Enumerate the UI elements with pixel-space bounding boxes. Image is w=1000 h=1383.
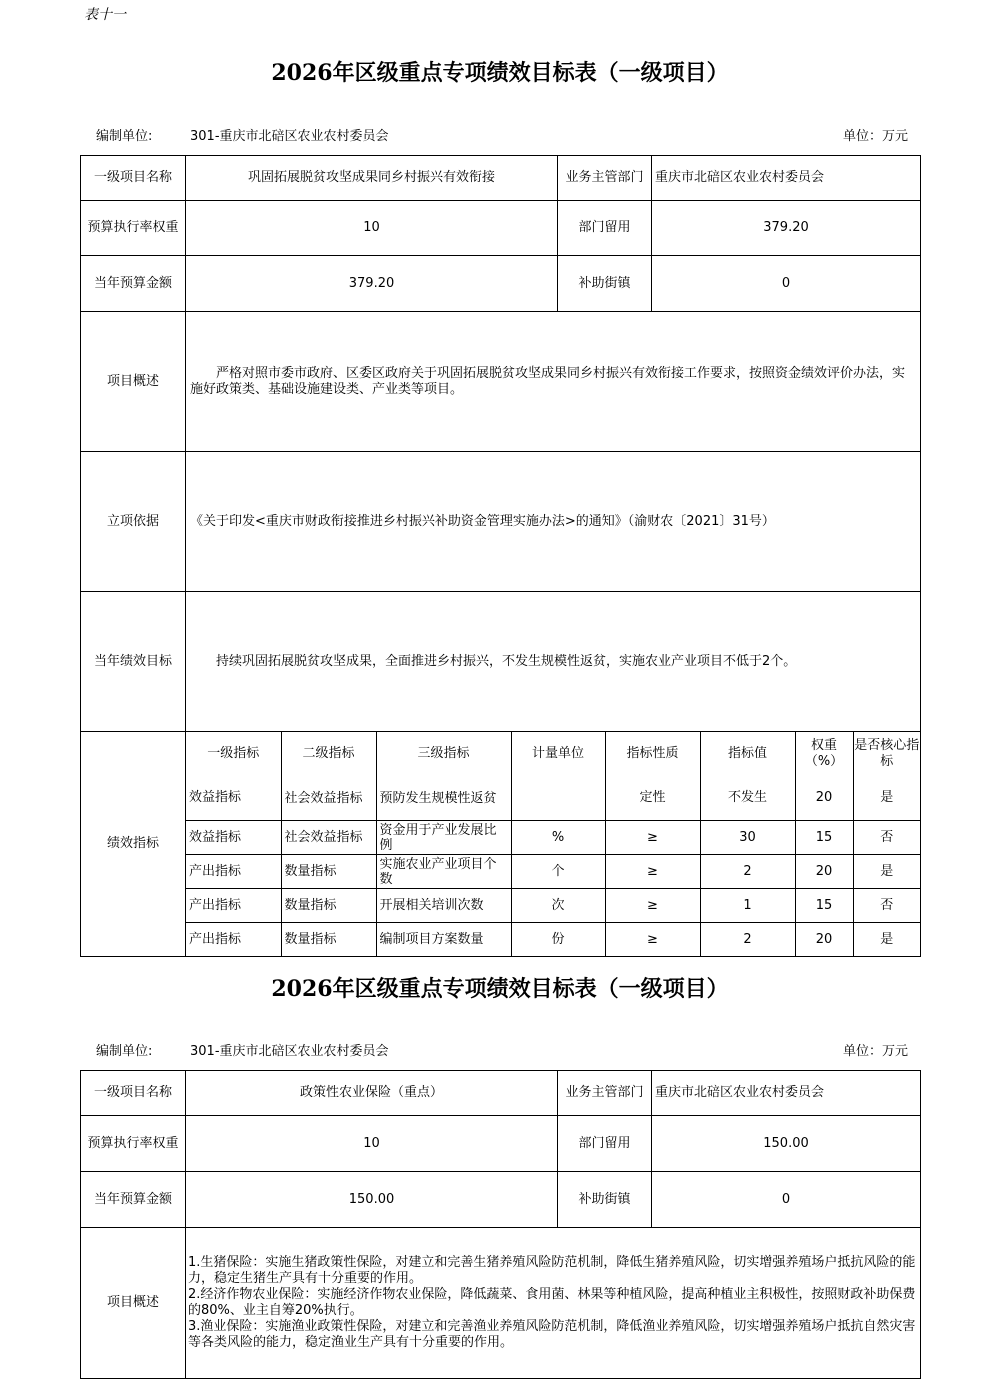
basis-text: 《关于印发<重庆市财政衔接推进乡村振兴补助资金管理实施办法>的通知》（渝财农〔2021〕31号） <box>186 452 921 592</box>
dept-label: 业务主管部门 <box>558 1071 652 1116</box>
dept-value: 重庆市北碚区农业农村委员会 <box>652 156 921 201</box>
indicators-label: 绩效指标 <box>81 732 186 957</box>
project-name-label: 一级项目名称 <box>81 1071 186 1116</box>
indicator-cell: % <box>511 821 605 855</box>
indicator-cell: ≥ <box>605 855 700 889</box>
header-cell: 指标性质 <box>605 732 700 776</box>
header-cell: 二级指标 <box>281 732 376 776</box>
indicator-cell: 是 <box>853 776 920 821</box>
indicator-cell: 20 <box>795 776 853 821</box>
project-name: 巩固拓展脱贫攻坚成果同乡村振兴有效衔接 <box>186 156 558 201</box>
indicator-cell: 产出指标 <box>186 889 281 923</box>
page-title: 2026年区级重点专项绩效目标表（一级项目） <box>271 60 729 86</box>
dept-label: 业务主管部门 <box>558 156 652 201</box>
header-cell: 一级指标 <box>186 732 281 776</box>
overview-label: 项目概述 <box>81 312 186 452</box>
indicator-cell: 15 <box>795 821 853 855</box>
indicator-cell: 产出指标 <box>186 855 281 889</box>
table-number-note: 表十一 <box>84 7 126 23</box>
project-name: 政策性农业保险（重点） <box>186 1071 558 1116</box>
overview-text: 严格对照市委市政府、区委区政府关于巩固拓展脱贫攻坚成果同乡村振兴有效衔接工作要求，按照资金绩效评价办法，实施好政策类、基础设施建设类、产业类等项目。 <box>186 312 921 452</box>
retain-value: 150.00 <box>652 1116 921 1172</box>
weight-label: 预算执行率权重 <box>81 1116 186 1172</box>
header-cell: 计量单位 <box>511 732 605 776</box>
header-cell: 是否核心指标 <box>853 732 920 776</box>
subsidy-value: 0 <box>652 1172 921 1228</box>
indicator-cell: 20 <box>795 855 853 889</box>
indicator-cell: 定性 <box>605 776 700 821</box>
weight-value: 10 <box>186 1116 558 1172</box>
subsidy-value: 0 <box>652 256 921 312</box>
indicator-cell: 产出指标 <box>186 923 281 957</box>
indicator-cell: 份 <box>511 923 605 957</box>
indicator-row <box>186 776 920 821</box>
indicators-header-row <box>186 732 920 776</box>
indicators-cell <box>186 732 921 957</box>
indicator-row <box>186 821 920 855</box>
money-unit: 单位：万元 <box>843 1044 909 1059</box>
indicator-cell: 是 <box>853 923 920 957</box>
money-unit: 单位：万元 <box>843 129 909 144</box>
org-value: 301-重庆市北碚区农业农村委员会 <box>190 129 389 144</box>
overview-text <box>186 1228 921 1379</box>
indicator-cell: 1 <box>700 889 795 923</box>
budget-value: 379.20 <box>186 256 558 312</box>
goal-text: 持续巩固拓展脱贫攻坚成果，全面推进乡村振兴，不发生规模性返贫，实施农业产业项目不低于2个。 <box>186 592 921 732</box>
indicator-cell: 是 <box>853 855 920 889</box>
indicator-cell: ≥ <box>605 889 700 923</box>
indicator-cell: 否 <box>853 889 920 923</box>
indicator-cell: 实施农业产业项目个数 <box>376 855 511 889</box>
indicator-cell: 2 <box>700 923 795 957</box>
dept-value: 重庆市北碚区农业农村委员会 <box>652 1071 921 1116</box>
indicator-row <box>186 855 920 889</box>
indicator-row <box>186 889 920 923</box>
overview-line: 3.渔业保险：实施渔业政策性保险，对建立和完善渔业养殖风险防范机制，降低渔业养殖风险，切实增强养殖场户抵抗自然灾害等各类风险的能力，稳定渔业生产具有十分重要的作用。 <box>188 1319 916 1350</box>
indicator-cell: 数量指标 <box>281 923 376 957</box>
indicators-table <box>186 732 920 956</box>
page-title-2: 2026年区级重点专项绩效目标表（一级项目） <box>271 976 729 1002</box>
indicator-cell: 个 <box>511 855 605 889</box>
indicator-cell: 30 <box>700 821 795 855</box>
subsidy-label: 补助街镇 <box>558 256 652 312</box>
retain-value: 379.20 <box>652 201 921 256</box>
indicator-cell: 效益指标 <box>186 776 281 821</box>
indicator-cell: 社会效益指标 <box>281 776 376 821</box>
header-cell: 三级指标 <box>376 732 511 776</box>
budget-value: 150.00 <box>186 1172 558 1228</box>
org-value: 301-重庆市北碚区农业农村委员会 <box>190 1044 389 1059</box>
overview-line: 2.经济作物农业保险：实施经济作物农业保险，降低蔬菜、食用菌、林果等种植风险，提高种植业主积极性，按照财政补助保费的80%、业主自筹20%执行。 <box>188 1287 916 1318</box>
indicator-cell: 预防发生规模性返贫 <box>376 776 511 821</box>
indicator-cell: ≥ <box>605 821 700 855</box>
org-label: 编制单位: <box>96 129 153 144</box>
performance-table-1 <box>80 155 921 957</box>
basis-label: 立项依据 <box>81 452 186 592</box>
overview-line: 1.生猪保险：实施生猪政策性保险，对建立和完善生猪养殖风险防范机制，降低生猪养殖风险，切实增强养殖场户抵抗风险的能力，稳定生猪生产具有十分重要的作用。 <box>188 1255 916 1286</box>
indicator-cell: ≥ <box>605 923 700 957</box>
indicator-row <box>186 923 920 957</box>
retain-label: 部门留用 <box>558 201 652 256</box>
overview-label: 项目概述 <box>81 1228 186 1379</box>
weight-label: 预算执行率权重 <box>81 201 186 256</box>
indicator-cell: 社会效益指标 <box>281 821 376 855</box>
project-name-label: 一级项目名称 <box>81 156 186 201</box>
goal-label: 当年绩效目标 <box>81 592 186 732</box>
indicator-cell: 不发生 <box>700 776 795 821</box>
indicator-cell: 数量指标 <box>281 889 376 923</box>
subsidy-label: 补助街镇 <box>558 1172 652 1228</box>
retain-label: 部门留用 <box>558 1116 652 1172</box>
indicator-cell <box>511 776 605 821</box>
budget-label: 当年预算金额 <box>81 1172 186 1228</box>
indicator-cell: 效益指标 <box>186 821 281 855</box>
header-cell: 指标值 <box>700 732 795 776</box>
indicator-cell: 15 <box>795 889 853 923</box>
indicator-cell: 编制项目方案数量 <box>376 923 511 957</box>
indicator-cell: 否 <box>853 821 920 855</box>
indicator-cell: 数量指标 <box>281 855 376 889</box>
weight-value: 10 <box>186 201 558 256</box>
org-label: 编制单位: <box>96 1044 153 1059</box>
indicator-cell: 20 <box>795 923 853 957</box>
indicator-cell: 2 <box>700 855 795 889</box>
header-cell: 权重（%） <box>795 732 853 776</box>
indicator-cell: 次 <box>511 889 605 923</box>
budget-label: 当年预算金额 <box>81 256 186 312</box>
performance-table-2 <box>80 1070 921 1379</box>
indicator-cell: 开展相关培训次数 <box>376 889 511 923</box>
indicator-cell: 资金用于产业发展比例 <box>376 821 511 855</box>
